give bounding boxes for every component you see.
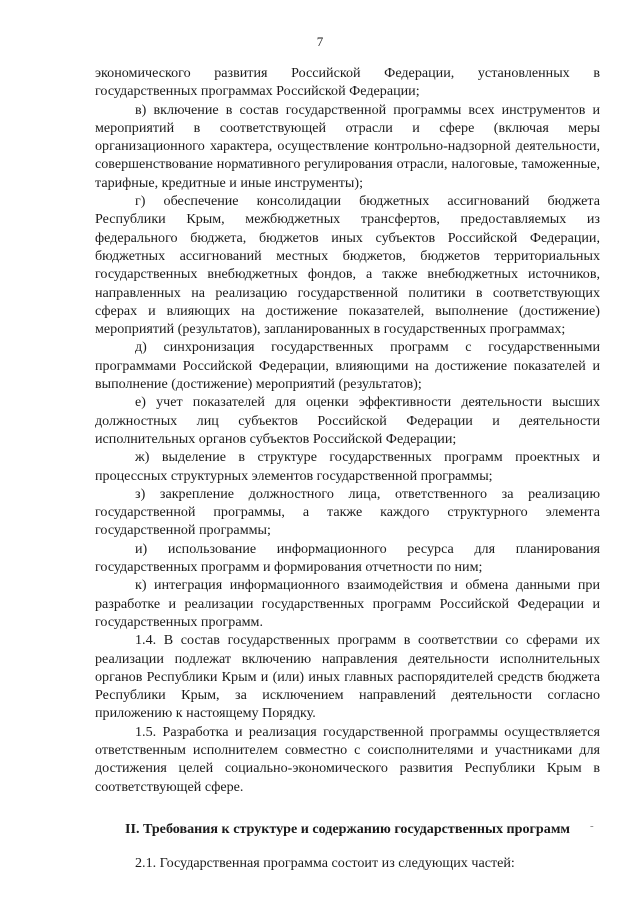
page-number: 7 bbox=[316, 34, 324, 49]
paragraph-2-1: 2.1. Государственная программа состоит из следующих частей: bbox=[135, 855, 515, 872]
paragraph-item-g: г) обеспечение консолидации бюджетных ассигнований бюджета Республики Крым, межбюджетных трансфертов, предоставляемых из федерального бюджета, бюджетов иных субъектов Российской Федерации, бюджетных ассигнований местных бюджетов, бюджетов территориальных государственных внебюджетных фондов, а также внебюджетных источников, направленных на реализацию государственной политики в соответствующих сферах и влияющих на достижение показателей, выполнение (достижение) мероприятий (результатов), запланированных в государственных программах; bbox=[95, 193, 600, 338]
stray-mark: - bbox=[590, 820, 594, 832]
section-heading: II. Требования к структуре и содержанию государственных программ bbox=[124, 820, 571, 837]
paragraph-item-e: е) учет показателей для оценки эффективности деятельности высших должностных лиц субъектов Российской Федерации и деятельности исполнительных органов субъектов Российской Федерации; bbox=[95, 394, 600, 447]
paragraph-item-k: к) интеграция информационного взаимодействия и обмена данными при разработке и реализации государственных программ Российской Федерации и государственных программ. bbox=[95, 577, 600, 630]
paragraph-item-i: и) использование информационного ресурса для планирования государственных программ и формирования отчетности по ним; bbox=[95, 540, 600, 576]
paragraph-continuation: экономического развития Российской Федерации, установленных в государственных программах Российской Федерации; bbox=[95, 65, 600, 100]
paragraph-item-z: з) закрепление должностного лица, ответственного за реализацию государственной программы, а также каждого структурного элемента государственной программы; bbox=[95, 485, 600, 539]
paragraph-item-zh: ж) выделение в структуре государственных программ проектных и процессных структурных элементов государственной программы; bbox=[95, 449, 600, 484]
document-body bbox=[95, 64, 600, 872]
paragraph-item-v: в) включение в состав государственной программы всех инструментов и мероприятий в соответствующей отрасли и сфере (включая меры организационного характера, осуществление контрольно-надзорной деятельности, совершенствование нормативного регулирования отрасли, налоговые, таможенные, тарифные, кредитные и иные инструменты); bbox=[95, 101, 600, 191]
paragraph-1-4: 1.4. В состав государственных программ в соответствии со сферами их реализации подлежат включению направления деятельности исполнительных органов Республики Крым и (или) иных главных распорядителей средств бюджета Республики Крым, за исключением направлений деятельности согласно приложению к настоящему Порядку. bbox=[95, 632, 600, 722]
paragraph-1-5: 1.5. Разработка и реализация государственной программы осуществляется ответственным исполнителем совместно с соисполнителями и участниками для достижения целей социально-экономического развития Республики Крым в соответствующей сфере. bbox=[95, 723, 600, 795]
paragraph-item-d: д) синхронизация государственных программ с государственными программами Российской Федерации, влияющими на достижение показателей и выполнение (достижение) мероприятий (результатов); bbox=[95, 339, 600, 393]
